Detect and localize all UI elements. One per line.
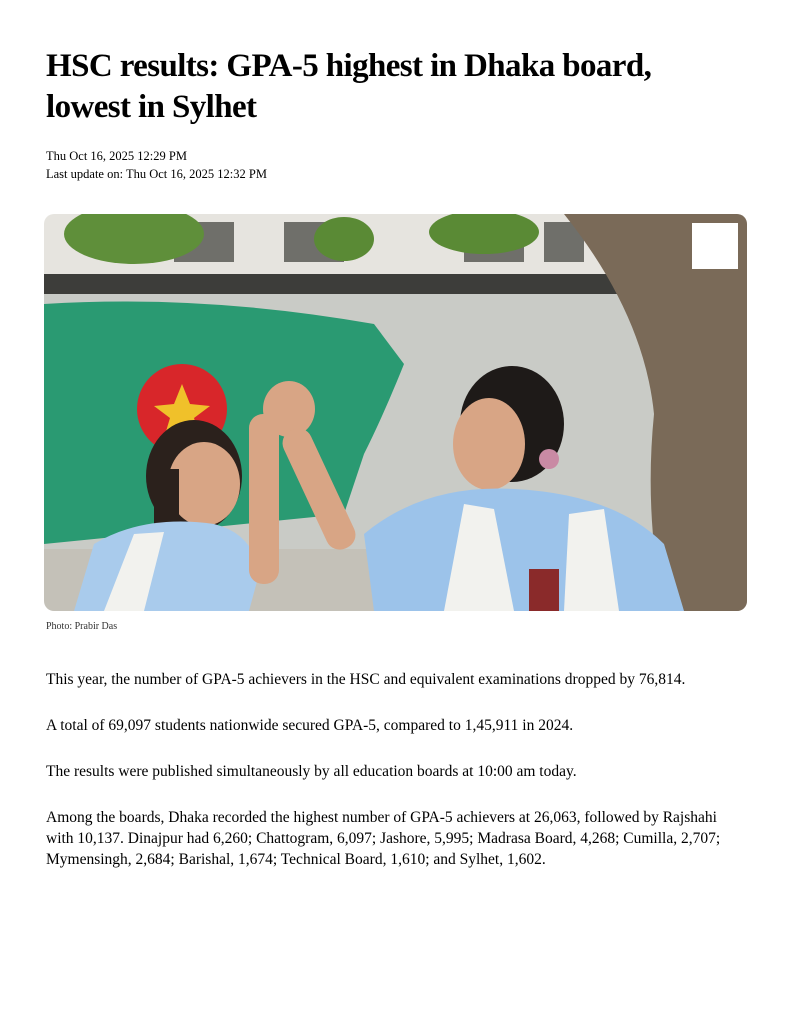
paragraph: The results were published simultaneously by all education boards at 10:00 am today.	[46, 763, 577, 780]
article-photo	[44, 214, 747, 611]
paragraph: Among the boards, Dhaka recorded the highest number of GPA-5 achievers at 26,063, followed by Rajshahi with 10,137. Dinajpur had 6,260; Chattogram, 6,097; Jashore, 5,995; Madrasa Board, 4,268; Cumilla, 2,707; Mymensingh, 2,684; Barishal, 1,674; Technical Board, 1,610; and Sylhet, 1,602.	[46, 809, 721, 868]
article-body	[46, 669, 746, 895]
headline-line-1: HSC results: GPA-5 highest in Dhaka board,	[46, 48, 652, 84]
article-headline	[46, 46, 746, 128]
photo-caption: Photo: Prabir Das	[46, 621, 118, 632]
photo-corner-box	[692, 223, 738, 269]
paragraph: This year, the number of GPA-5 achievers in the HSC and equivalent examinations dropped by 76,814.	[46, 671, 686, 688]
published-date: Thu Oct 16, 2025 12:29 PM	[46, 149, 187, 163]
article-meta	[46, 147, 267, 183]
headline-line-2: lowest in Sylhet	[46, 89, 257, 125]
paragraph: A total of 69,097 students nationwide secured GPA-5, compared to 1,45,911 in 2024.	[46, 717, 574, 734]
last-update-date: Last update on: Thu Oct 16, 2025 12:32 PM	[46, 167, 267, 181]
photo-illustration	[44, 214, 747, 611]
